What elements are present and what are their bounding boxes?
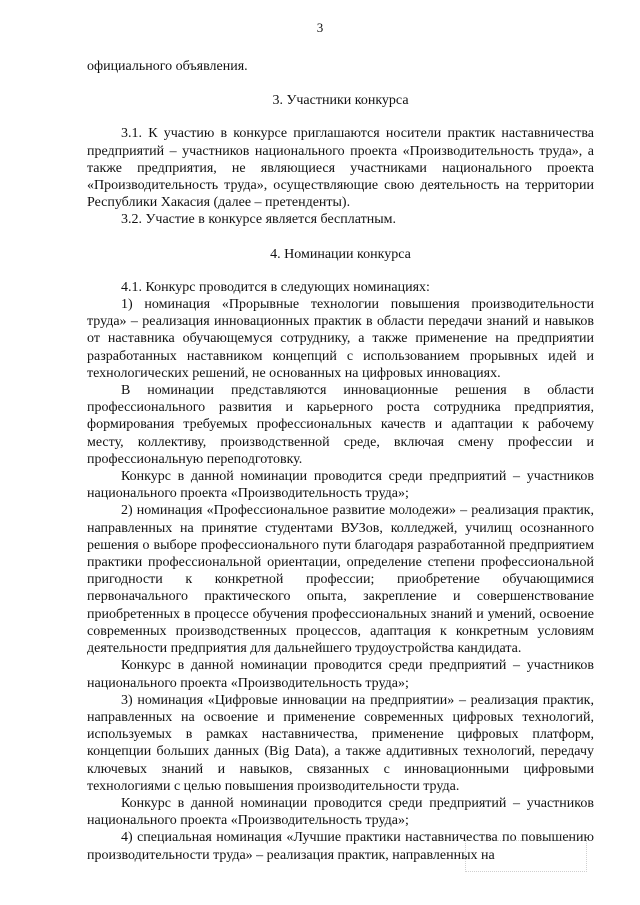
nomination-2: 2) номинация «Профессиональное развитие молодежи» – реализация практик, направленных на принятие студентами ВУЗов, колледжей, училищ осознанного решения о выборе профессионального пути благодаря разработанной предприятием практики профессиональной ориентации, определение степени профессиональной пригодности к конкретной профессии; приобретение обучающимися первоначального практического опыта, закрепление и совершенствование приобретенных в процессе обучения профессиональных знаний и умений, освоение современных производственных процессов, адаптация к конкретным условиям деятельности предприятия для дальнейшего трудоустройства кандидата. — [87, 503, 594, 657]
paragraph-3-1: 3.1. К участию в конкурсе приглашаются носители практик наставничества предприятий – участников национального проекта «Производительность труда», а также предприятия, не являющиеся участниками национального проекта «Производительность труда», осуществляющие свою деятельность на территории Республики Хакасия (далее – претенденты). — [87, 126, 594, 211]
faint-stamp — [465, 840, 587, 872]
section-3-heading: 3. Участники конкурса — [272, 93, 409, 109]
nomination-3-participants: Конкурс в данной номинации проводится среди предприятий – участников национального проекта «Производительность труда»; — [87, 795, 594, 829]
nomination-1-participants: Конкурс в данной номинации проводится среди предприятий – участников национального проекта «Производительность труда»; — [87, 469, 594, 502]
lead-text: официального объявления. — [87, 59, 248, 74]
section-4-heading: 4. Номинации конкурса — [270, 246, 411, 262]
paragraph-4-1: 4.1. Конкурс проводится в следующих номинациях: — [121, 279, 430, 295]
nomination-2-participants: Конкурс в данной номинации проводится среди предприятий – участников национального проекта «Производительность труда»; — [87, 658, 594, 691]
nomination-1: 1) номинация «Прорывные технологии повышения производительности труда» – реализация инновационных практик в области передачи знаний и навыков от наставника обучающемуся сотруднику, а также применение на предприятии разработанных наставником концепций с использованием прорывных идей и технологических решений, не основанных на цифровых инновациях. — [87, 297, 594, 381]
nomination-1-description: В номинации представляются инновационные решения в области профессионального развития и карьерного роста сотрудника предприятия, формирования требуемых профессиональных качеств и адаптации к рабочему месту, коллективу, производственной среде, включая смену профессии и профессиональную переподготовку. — [87, 383, 594, 467]
paragraph-3-2: 3.2. Участие в конкурсе является бесплатным. — [121, 212, 396, 228]
nomination-4: 4) специальная номинация «Лучшие практики наставничества по повышению производительности труда» – реализация практик, направленных на — [87, 830, 594, 863]
document-body — [87, 58, 594, 864]
nomination-3: 3) номинация «Цифровые инновации на предприятии» – реализация практик, направленных на освоение и применение современных цифровых технологий, используемых в рамках наставничества, применение цифровых платформ, концепции больших данных (Big Data), а также аддитивных технологий, передачу ключевых знаний и навыков, связанных с инновационными цифровыми технологиями с целью повышения производительности труда. — [87, 692, 594, 794]
page-number: 3 — [316, 20, 324, 35]
